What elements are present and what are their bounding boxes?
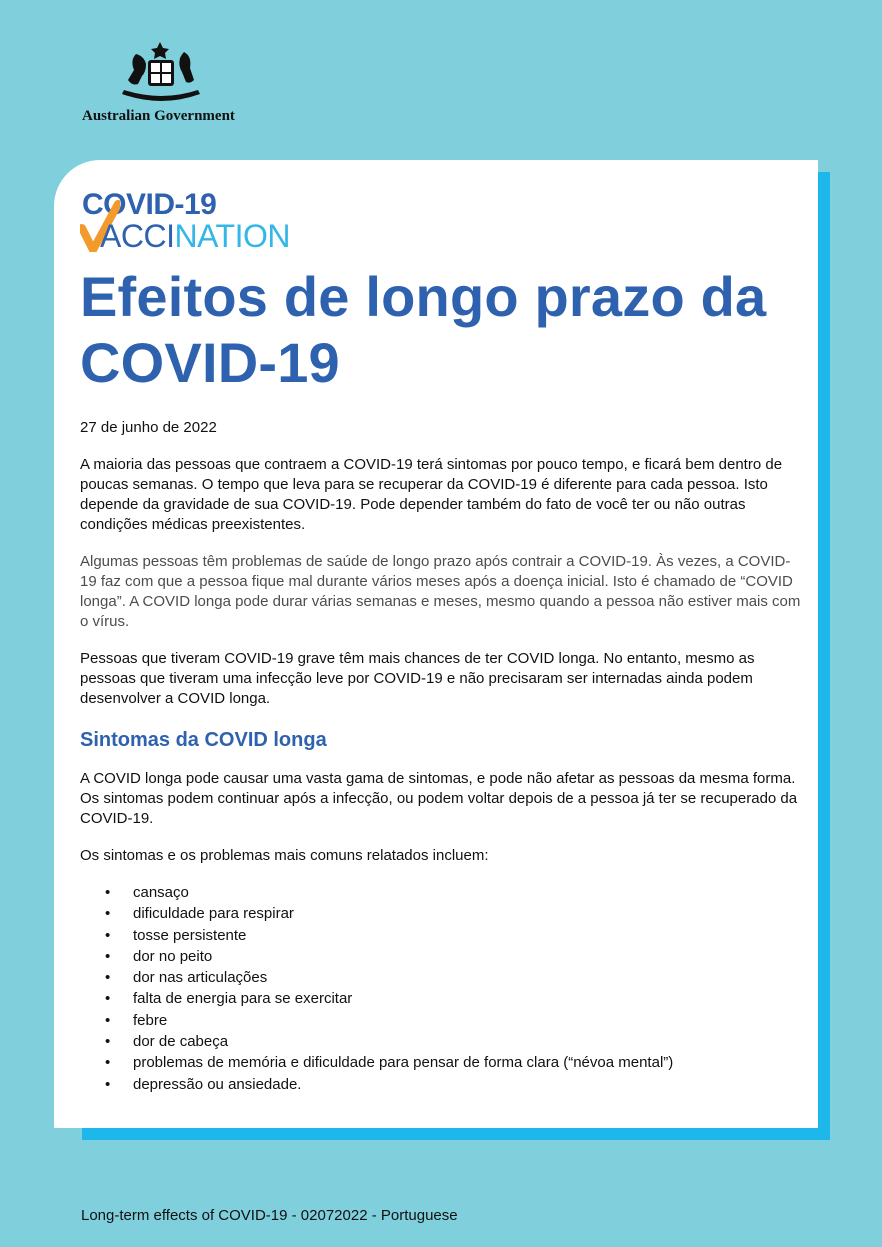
list-item xyxy=(80,967,802,988)
page-title: Efeitos de longo prazo da COVID-19 xyxy=(80,265,767,394)
brand-line-2 xyxy=(100,219,290,253)
covid-vaccination-logo xyxy=(80,190,320,252)
list-item xyxy=(80,988,802,1009)
paragraph-3: Pessoas que tiveram COVID-19 grave têm mais chances de ter COVID longa. No entanto, mesmo as pessoas que tiveram uma infecção leve por COVID-19 e não precisaram ser internadas ainda podem desenvolver a COVID longa. xyxy=(80,650,755,707)
section-heading: Sintomas da COVID longa xyxy=(80,729,327,751)
bullet-icon: • xyxy=(105,1011,111,1029)
symptom-text: dor de cabeça xyxy=(133,1033,229,1051)
symptom-text: depressão ou ansiedade. xyxy=(133,1075,302,1093)
symptom-text: tosse persistente xyxy=(133,926,247,944)
publish-date: 27 de junho de 2022 xyxy=(80,419,217,436)
bullet-icon: • xyxy=(105,1075,111,1093)
bullet-icon: • xyxy=(105,926,111,944)
list-item xyxy=(80,1052,802,1073)
symptom-text: febre xyxy=(133,1011,168,1029)
section-paragraph-1: A COVID longa pode causar uma vasta gama de sintomas, e pode não afetar as pessoas da mesma forma. Os sintomas podem continuar após a infecção, ou podem voltar depois de a pessoa já ter se recuperado da COVID-19. xyxy=(80,770,798,827)
list-item xyxy=(80,1010,802,1031)
bullet-icon: • xyxy=(105,905,111,923)
symptom-text: falta de energia para se exercitar xyxy=(133,990,353,1008)
list-item xyxy=(80,1074,802,1095)
bullet-icon: • xyxy=(105,947,111,965)
brand-line-2-b: NATION xyxy=(174,218,290,254)
coat-of-arms-icon xyxy=(116,40,206,104)
bullet-icon: • xyxy=(105,884,111,901)
symptom-text: cansaço xyxy=(133,884,189,901)
paragraph-2: Algumas pessoas têm problemas de saúde de longo prazo após contrair a COVID-19. Às vezes, a COVID-19 faz com que a pessoa fique mal durante vários meses após a doença inicial. Isto é chamado de “COVID longa”. A COVID longa pode durar várias semanas e meses, mesmo quando a pessoa não estiver mais com o vírus. xyxy=(80,553,801,630)
content-card xyxy=(54,160,818,1128)
symptom-list xyxy=(80,882,802,1095)
list-item xyxy=(80,1031,802,1052)
symptom-text: dificuldade para respirar xyxy=(133,905,294,923)
page-footer: Long-term effects of COVID-19 - 02072022 - Portuguese xyxy=(81,1207,458,1224)
bullet-icon: • xyxy=(105,990,111,1008)
symptom-text: dor no peito xyxy=(133,947,213,965)
paragraph-1: A maioria das pessoas que contraem a COVID-19 terá sintomas por pouco tempo, e ficará bem dentro de poucas semanas. O tempo que leva para se recuperar da COVID-19 é diferente para cada pessoa. Isto depende da gravidade de sua COVID-19. Pode depender também do fato de você ter ou não outras condições médicas preexistentes. xyxy=(80,456,783,533)
list-item xyxy=(80,925,802,946)
section-paragraph-2: Os sintomas e os problemas mais comuns relatados incluem: xyxy=(80,847,489,864)
list-item xyxy=(80,946,802,967)
government-logo xyxy=(82,40,244,125)
bullet-icon: • xyxy=(105,1054,111,1072)
list-item xyxy=(80,882,802,903)
symptom-text: dor nas articulações xyxy=(133,969,268,987)
brand-line-1: COVID-19 xyxy=(82,188,217,221)
government-name: Australian Government xyxy=(82,108,235,124)
bullet-icon: • xyxy=(105,1033,111,1051)
bullet-icon: • xyxy=(105,969,111,987)
list-item xyxy=(80,903,802,924)
brand-line-2-a: ACCI xyxy=(100,218,175,254)
symptom-text: problemas de memória e dificuldade para pensar de forma clara (“névoa mental”) xyxy=(133,1054,674,1072)
content-area xyxy=(80,190,802,1095)
